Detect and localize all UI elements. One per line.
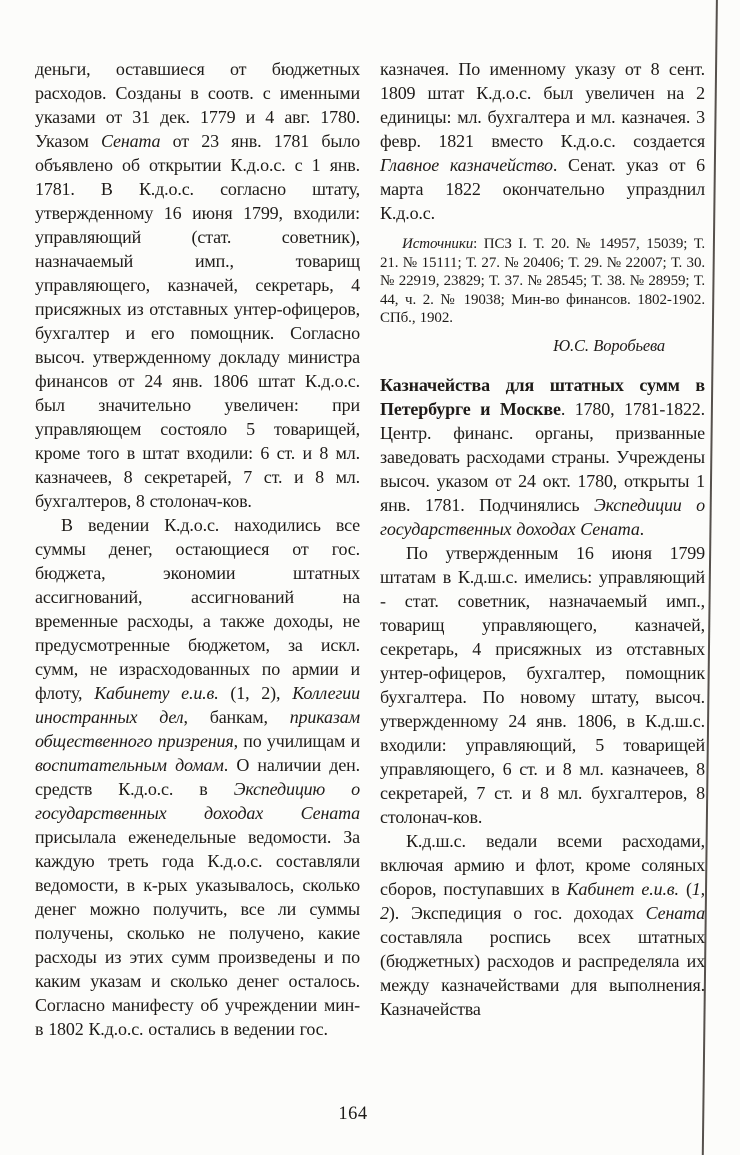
text-run: (1, 2),	[218, 683, 293, 703]
italic-text-run: 1, 2	[380, 878, 705, 923]
page-number: 164	[338, 1104, 368, 1124]
italic-text-run: Ю.С. Воробьева	[553, 335, 665, 355]
paragraph-kdos-functions	[35, 513, 360, 1041]
text-run: . О наличии ден. средств К.д.о.с. в	[35, 755, 360, 799]
text-run: . Сенат. указ от 6 марта 1822 окончательно упразднил К.д.о.с.	[380, 155, 705, 223]
text-run: .	[639, 518, 645, 539]
text-run: , банкам,	[183, 707, 290, 727]
sources-note	[380, 235, 705, 328]
text-run: По утвержденным 16 июня 1799 штатам в К.д.ш.с. имелись: управляющий - стат. советник, назначаемый имп., товарищ управляющего, казначей, секретарь, 4 присяжных из отставных унтер-офицеров, бухгалтер, помощник бухгалтера. По новому штату, высоч. утвержденному 24 янв. 1806, в К.д.ш.с. входили: управляющий, 5 товарищей управляющего, 6 ст. и 8 мл. казначеев, 8 секретарей, 7 ст. и 8 мл. бухгалтеров, 8 столонач-ков.	[380, 542, 705, 827]
bold-text-run: Казначейства для штатных сумм в Петербурге и Москве	[380, 374, 705, 419]
text-run: , по училищам и	[233, 731, 360, 751]
entry-heading-paragraph	[380, 373, 705, 541]
paragraph-kdos-continuation	[35, 57, 360, 513]
paragraph-kdshs-functions	[380, 829, 705, 1021]
text-run: (	[678, 878, 692, 899]
italic-text-run: Экспедиции о государственных доходах Сената	[380, 494, 705, 539]
left-column	[35, 57, 360, 1041]
text-run: казначея. По именному указу от 8 сент. 1809 штат К.д.о.с. был увеличен на 2 единицы: мл. бухгалтера и мл. казначея. 3 февр. 1821 вместо К.д.о.с. создается	[380, 59, 705, 151]
text-run: присылала еженедельные ведомости. За каждую треть года К.д.о.с. составляли ведомости, в к-рых указывалось, сколько денег можно получить, все ли суммы получены, сколько не получено, какие расходы из этих сумм произведены и по каким указам и сколько денег осталось. Согласно манифесту об учреждении мин-в 1802 К.д.о.с. остались в ведении гос.	[35, 827, 360, 1039]
italic-text-run: Сената	[101, 131, 161, 151]
text-columns	[35, 57, 705, 1041]
italic-text-run: приказам общественного призрения	[35, 707, 360, 751]
italic-text-run: Главное казначейство	[380, 155, 553, 175]
italic-text-run: Кабинет е.и.в.	[566, 878, 679, 899]
paragraph-kdshs-staff	[380, 541, 705, 829]
italic-text-run: Источники	[402, 236, 474, 252]
italic-text-run: Сената	[645, 902, 705, 923]
text-run: ). Экспедиция о гос. доходах	[388, 902, 646, 923]
text-run: от 23 янв. 1781 было объявлено об открытии К.д.о.с. с 1 янв. 1781. В К.д.о.с. согласно штату, утвержденному 16 июня 1799, входили: управляющий (стат. советник), назначаемый имп., товарищ управляющего, казначей, секретарь, 4 присяжных из отставных унтер-офицеров, бухгалтер и его помощник. Согласно высоч. утвержденному докладу министра финансов от 24 янв. 1806 штат К.д.о.с. был значительно увеличен: при управляющем состояло 5 товарищей, кроме того в штат входили: 6 ст. и 8 мл. казначеев, 8 секретарей, 7 ст. и 8 мл. бухгалтеров, 8 столонач-ков.	[35, 131, 360, 511]
italic-text-run: воспитательным домам	[35, 755, 224, 775]
text-run: составляла роспись всех штатных (бюджетных) расходов и распределяла их между казначействами для выполнения. Казначейства	[380, 926, 705, 1019]
text-run: : ПСЗ I. Т. 20. № 14957, 15039; Т. 21. № 15111; Т. 27. № 20406; Т. 29. № 22007; Т. 30. № 22919, 23829; Т. 37. № 28545; Т. 38. № 28959; Т. 44, ч. 2. № 19038; Мин-во финансов. 1802-1902. СПб., 1902.	[380, 236, 705, 326]
italic-text-run: Экспедицию о государственных доходах Сената	[35, 779, 360, 823]
text-run: В ведении К.д.о.с. находились все суммы денег, остающиеся от гос. бюджета, экономии штатных ассигнований, ассигнований на временные расходы, а также доходы, не предусмотренные бюджетом, за искл. сумм, не израсходованных по армии и флоту,	[35, 515, 360, 703]
author-signature	[380, 336, 705, 356]
text-run: К.д.ш.с. ведали всеми расходами, включая армию и флот, кроме соляных сборов, поступавших в	[380, 830, 705, 899]
italic-text-run: Коллегии иностранных дел	[35, 683, 360, 727]
text-run: деньги, оставшиеся от бюджетных расходов. Созданы в соотв. с именными указами от 31 дек. 1779 и 4 авг. 1780. Указом	[35, 59, 360, 151]
right-column	[380, 57, 705, 1041]
text-run: . 1780, 1781-1822. Центр. финанс. органы, призванные заведовать расходами страны. Учреждены высоч. указом от 24 окт. 1780, открыты 1 янв. 1781. Подчинялись	[380, 398, 705, 515]
italic-text-run: Кабинету е.и.в.	[94, 683, 219, 703]
paragraph-kdos-end	[380, 57, 705, 225]
